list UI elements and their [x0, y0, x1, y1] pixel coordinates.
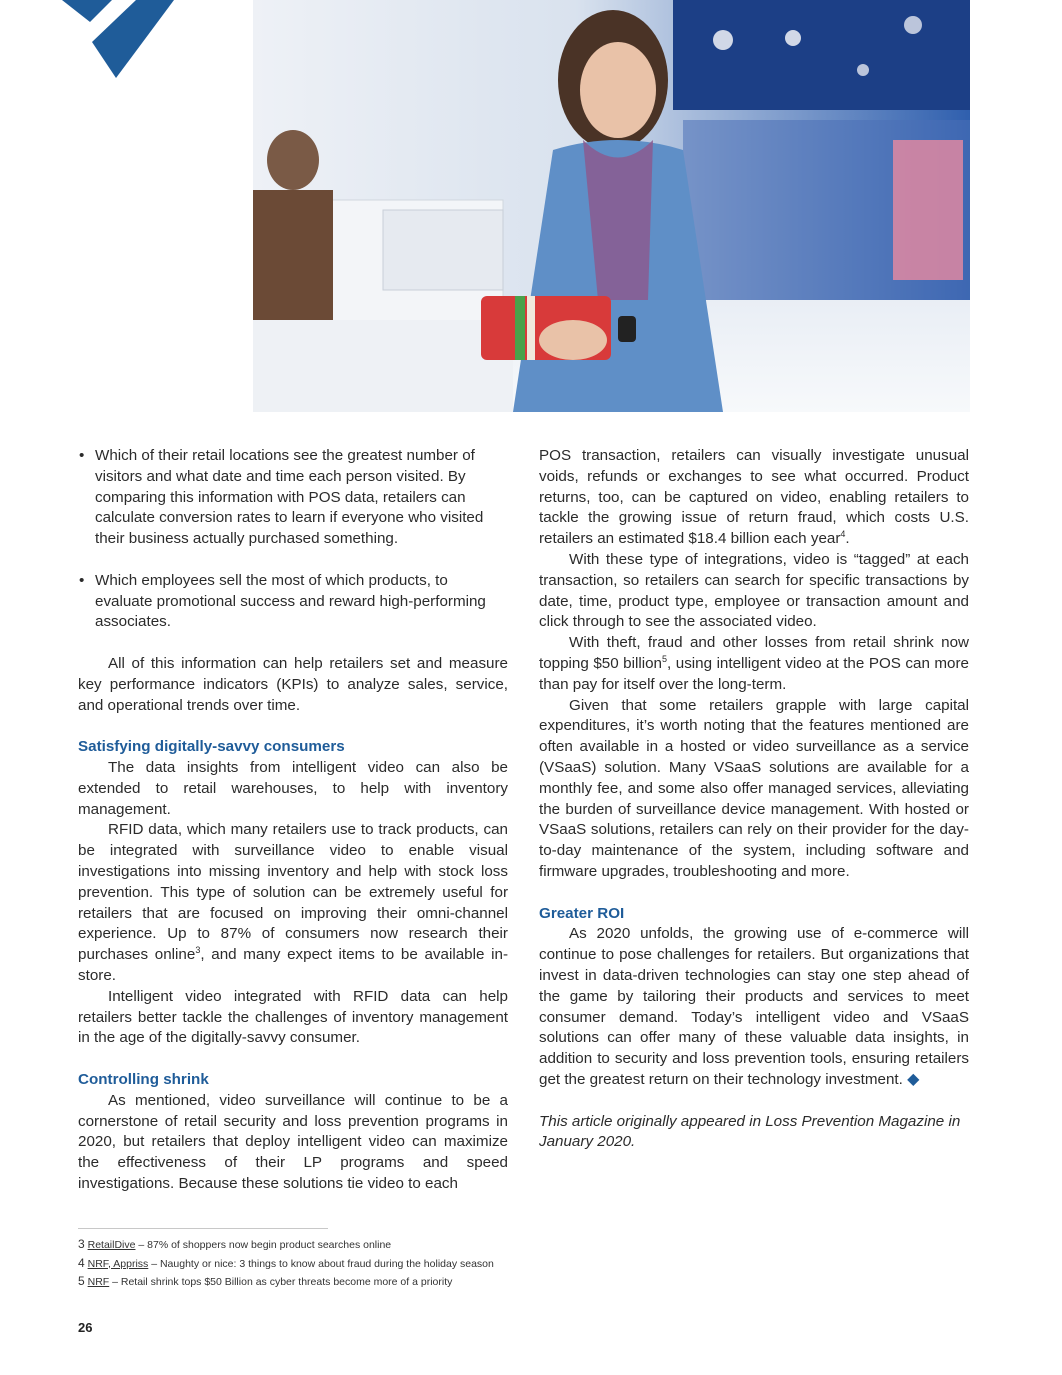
- right-column: [539, 446, 969, 1153]
- end-diamond-icon: ◆: [907, 1070, 920, 1088]
- page-number: 26: [78, 1320, 93, 1335]
- footnote-ref: 4: [840, 529, 846, 540]
- paragraph: With theft, fraud and other losses from retail shrink now topping $50 billion$^5$, using intelligent video at the POS can more than pay for itself over the long-term.: [539, 634, 969, 693]
- paragraph: As 2020 unfolds, the growing use of e-commerce will continue to pose challenges for retailers. But organizations that invest in data-driven technologies can stay one step ahead of the game by tailoring their products and services to meet consumer demand. Today’s intelligent video and VSaaS solutions can offer many of these valuable data insights, in addition to security and loss prevention tools, ensuring retailers get the greatest return on their technology investment. ◆: [539, 925, 969, 1088]
- brand-chevron-logo: [50, 0, 190, 80]
- footnote-source-link[interactable]: RetailDive: [87, 1239, 136, 1251]
- paragraph: Given that some retailers grapple with large capital expenditures, it’s worth noting that the features mentioned are often available in a hosted or video surveillance as a service (VSaaS) solution. Many VSaaS solutions are available for a monthly fee, and some also offer managed services, alleviating the burden of surveillance device management. With hosted or VSaaS solutions, retailers can rely on their provider for the day-to-day maintenance of the system, including software and firmware upgrades, troubleshooting and more.: [539, 696, 969, 880]
- footnote-ref: 3: [195, 945, 201, 956]
- footnote-item: 5 NRF – Retail shrink tops $50 Billion as cyber threats become more of a priority: [78, 1274, 453, 1288]
- bullet-item: • Which employees sell the most of which products, to evaluate promotional success and reward high-performing associates.: [79, 571, 486, 631]
- footnote-source-link[interactable]: NRF, Appriss: [87, 1257, 149, 1270]
- section-heading-digital: Satisfying digitally-savvy consumers: [78, 738, 345, 756]
- paragraph: The data insights from intelligent video can also be extended to retail warehouses, to help with inventory management.: [78, 758, 508, 818]
- footnote-divider: [78, 1228, 328, 1229]
- section-heading-roi: Greater ROI: [539, 904, 625, 922]
- paragraph: As mentioned, video surveillance will continue to be a cornerstone of retail security and loss prevention programs in 2020, but retailers that deploy intelligent video can maximize the effectiveness of their LP programs and speed investigations. Because these solutions tie video to each: [78, 1091, 508, 1192]
- bullet-list: [78, 446, 508, 633]
- footnote-item: 3 RetailDive – 87% of shoppers now begin product searches online: [78, 1237, 392, 1251]
- bullet-dot-icon: •: [79, 447, 85, 464]
- footnote-source-link[interactable]: NRF: [87, 1276, 110, 1288]
- section-heading-shrink: Controlling shrink: [78, 1070, 209, 1088]
- footnote-item: 4 NRF, Appriss – Naughty or nice: 3 things to know about fraud during the holiday season: [78, 1255, 494, 1270]
- hero-photo-shopper-at-checkout: [253, 0, 970, 412]
- left-column: [78, 446, 508, 1195]
- paragraph: With these type of integrations, video is “tagged” at each transaction, so retailers can search for specific transactions by date, time, product type, employee or transaction amount and click through to see the associated video.: [539, 550, 969, 631]
- bullet-item: • Which of their retail locations see the greatest number of visitors and what date and time each person visited. By comparing this information with POS data, retailers can calculate conversion rates to learn if everyone who visited their business actually purchased something.: [79, 447, 484, 548]
- paragraph: RFID data, which many retailers use to track products, can be integrated with surveillance video to enable visual investigations into missing inventory and help with stock loss prevention. This type of solution can be extremely useful for retailers that are focused on improving their omni-channel experience. Up to 87% of consumers now research their purchases online$^3$, and many expect items to be available in-store.: [78, 821, 509, 984]
- paragraph: POS transaction, retailers can visually investigate unusual voids, refunds or exchanges to see what occurred. Product returns, too, can be captured on video, enabling retailers to tackle the growing issue of return fraud, which costs U.S. retailers an estimated $18.4 billion each year$^4$.: [539, 447, 969, 548]
- bullet-dot-icon: •: [79, 571, 85, 589]
- footnotes: [78, 1236, 494, 1292]
- article-credit: This article originally appeared in Loss Prevention Magazine in January 2020.: [539, 1112, 961, 1151]
- intro-paragraph: All of this information can help retailers set and measure key performance indicators (KPIs) to analyze sales, service, and operational trends over time.: [78, 654, 508, 714]
- paragraph: Intelligent video integrated with RFID data can help retailers better tackle the challenges of inventory management in the age of the digitally-savvy consumer.: [78, 987, 508, 1047]
- footnote-ref: 5: [662, 653, 668, 664]
